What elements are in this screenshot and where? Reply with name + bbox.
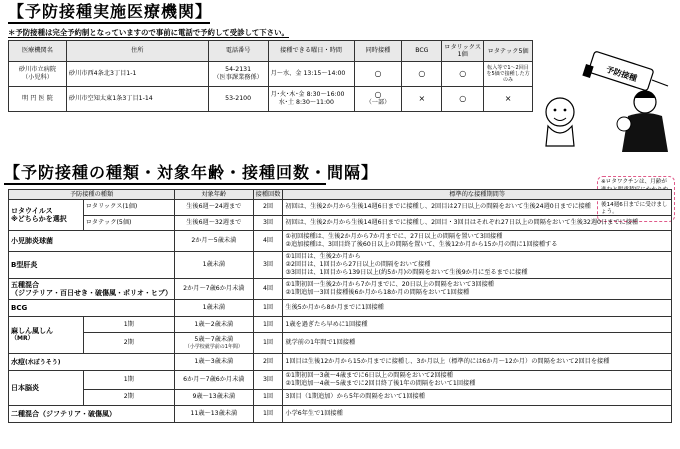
table-row: [9, 215, 672, 231]
vaccine-hepatitis-b: B型肝炎: [9, 252, 175, 279]
table-row: [9, 371, 672, 390]
col-simultaneous: 同時接種: [354, 41, 402, 62]
je2-age: 9歳～13歳未満: [175, 389, 254, 405]
table-row: [9, 389, 672, 405]
table-row: [9, 333, 672, 354]
mr1-age: 1歳～2歳未満: [175, 317, 254, 333]
bcg-count: 1回: [253, 300, 283, 317]
mr1-count: 1回: [253, 317, 283, 333]
section2-title: 【予防接種の種類・対象年齢・接種回数・間隔】: [4, 163, 378, 185]
col-address: 住所: [66, 41, 208, 62]
rota5-type: ロタテック(5価): [83, 215, 174, 231]
table-row: [9, 279, 672, 300]
table-row: [9, 87, 533, 112]
vari-age: 1歳～3歳未満: [175, 354, 254, 371]
bcg-age: 1歳未満: [175, 300, 254, 317]
rota5-count: 3回: [253, 215, 283, 231]
table-row: [9, 300, 672, 317]
vaccination-illustration: [540, 40, 675, 155]
clinic-address: 砂川市空知太東1条3丁目1-14: [66, 87, 208, 112]
rota5-mark: ×: [484, 87, 533, 112]
col-rota1: ロタリックス1価: [442, 41, 484, 62]
schedule-table-header: [9, 190, 672, 200]
vaccine-rota: ロタウイルス ※どちらかを選択: [9, 200, 84, 231]
col-clinic-name: 医療機関名: [9, 41, 67, 62]
section1-title: 【予防接種実施医療機関】: [8, 2, 212, 24]
clinic-table: [8, 40, 533, 112]
mr1-stage: 1期: [83, 317, 174, 333]
vari-count: 2回: [253, 354, 283, 371]
dt-period: 小学6年生で1回接種: [283, 406, 672, 423]
bcg-mark: ○: [402, 62, 442, 87]
rota1-age: 生後6週～24週まで: [175, 200, 254, 216]
table-row: [9, 406, 672, 423]
table-row: [9, 317, 672, 333]
col-phone: 電話番号: [208, 41, 268, 62]
col-period: 標準的な接種期間等: [283, 190, 672, 200]
rota5-period: 初回は、生後2か月から生後14週6日までに接種し、2回目・3回目はそれぞれ27日以上の間隔をおいて生後32週0日までに接種: [283, 215, 672, 231]
col-bcg: BCG: [402, 41, 442, 62]
vari-period: 1回目は生後12か月から15か月までに接種し、3か月以上（標準的には6か月～12か月）の間隔をおいて2回目を接種: [283, 354, 672, 371]
hepb-period: ①1回目は、生後2か月から ②2回目は、1回目から27日以上の間隔をおいて接種 ③3回目は、1回目から139日以上(約5か月)の間隔をおいて生後9か月に至るまでに接種: [283, 252, 672, 279]
col-rota5: ロタテック5価: [484, 41, 533, 62]
mr2-count: 1回: [253, 333, 283, 354]
table-row: [9, 200, 672, 216]
rota5-age: 生後6週～32週まで: [175, 215, 254, 231]
pneumo-count: 4回: [253, 231, 283, 252]
vaccine-mr: 麻しん風しん （MR）: [9, 317, 84, 354]
je1-age: 6か月～7歳6か月未満: [175, 371, 254, 390]
clinic-phone: 53-2100: [208, 87, 268, 112]
je2-stage: 2期: [83, 389, 174, 405]
dt-count: 1回: [253, 406, 283, 423]
je2-period: 3回目（1期追加）から5年の間隔をおいて1回接種: [283, 389, 672, 405]
clinic-name: 明 円 医 院: [9, 87, 67, 112]
rota1-mark: ○: [442, 87, 484, 112]
vaccine-varicella: 水痘(水ぼうそう): [9, 354, 175, 371]
rota-callout: ※ロタワクチンは、月齢が 後14週6日までに受けましょう。: [597, 176, 675, 222]
col-age: 対象年齢: [175, 190, 254, 200]
five-period: ①1期初回一生後2か月から7か月までに、20日以上の間隔をおいて3回接種 ②1期追加一3回目接種後6か月から18か月の間隔をおいて1回接種: [283, 279, 672, 300]
rota1-count: 2回: [253, 200, 283, 216]
rota5-note: 転入等で1～2回目を5価で接種した方のみ: [484, 62, 533, 87]
hepb-age: 1歳未満: [175, 252, 254, 279]
rota1-period: 初回は、生後2か月から生後14週6日までに接種し、2回目は27日以上の間隔をおいて生後24週0日までに接種: [283, 200, 672, 216]
clinic-hours: 月～水、金 13:15～14:00: [268, 62, 354, 87]
clinic-address: 砂川市西4条北3丁目1-1: [66, 62, 208, 87]
mother-baby-icon: [617, 91, 668, 152]
vaccine-dt: 二種混合（ジフテリア・破傷風）: [9, 406, 175, 423]
reservation-notice: ＊予防接種は完全予約制となっていますので事前に電話で予約して受診して下さい。: [8, 28, 289, 37]
hepb-count: 3回: [253, 252, 283, 279]
mr2-age: 5歳～7歳未満 （小学校就学前の1年間）: [175, 333, 254, 354]
je1-count: 3回: [253, 371, 283, 390]
vaccine-five-combo: 五種混合 （ジフテリア・百日せき・破傷風・ポリオ・ヒブ）: [9, 279, 175, 300]
vaccine-japanese-encephalitis: 日本脳炎: [9, 371, 84, 406]
col-vaccine: 予防接種の種類: [9, 190, 175, 200]
vaccine-bcg: BCG: [9, 300, 175, 317]
rota1-type: ロタリックス(1価): [83, 200, 174, 216]
col-count: 接種回数: [253, 190, 283, 200]
table-row: [9, 231, 672, 252]
table-row: [9, 252, 672, 279]
mr2-stage: 2期: [83, 333, 174, 354]
table-row: [9, 62, 533, 87]
pneumo-age: 2か月～5歳未満: [175, 231, 254, 252]
syringe-label: 予防接種: [604, 64, 639, 84]
bcg-mark: ×: [402, 87, 442, 112]
rota1-mark: ○: [442, 62, 484, 87]
table-row: [9, 354, 672, 371]
five-count: 4回: [253, 279, 283, 300]
clinic-hours: 月･火･木･金 8:30～16:00 水･土 8:30～11:00: [268, 87, 354, 112]
simultaneous-mark: ○ （一部）: [354, 87, 402, 112]
je1-stage: 1期: [83, 371, 174, 390]
je1-period: ①1期初回一3歳～4歳までに6日以上の間隔をおいて2回接種 ②1期追加一4歳～5歳までに2回目終了後1年の間隔をおいて1回接種: [283, 371, 672, 390]
simultaneous-mark: ○: [354, 62, 402, 87]
mr2-period: 就学前の1年間で1回接種: [283, 333, 672, 354]
clinic-table-header: [9, 41, 533, 62]
clinic-phone: 54-2131 （医事課業務係）: [208, 62, 268, 87]
col-hours: 接種できる曜日・時間: [268, 41, 354, 62]
vaccine-pneumococcal: 小児肺炎球菌: [9, 231, 175, 252]
syringe-icon: [582, 51, 668, 91]
five-age: 2か月～7歳6か月未満: [175, 279, 254, 300]
bcg-period: 生後5か月から8か月までに1回接種: [283, 300, 672, 317]
boy-icon: [546, 98, 574, 146]
vaccine-schedule-table: [8, 189, 672, 423]
mr1-period: 1歳を過ぎたら早めに1回接種: [283, 317, 672, 333]
je2-count: 1回: [253, 389, 283, 405]
pneumo-period: ①初回接種は、生後2か月から7か月までに、27日以上の間隔を置いて3回接種 ②追加接種は、3回目終了後60日以上の間隔を置いて、生後12か月から15か月の間に1回接種する: [283, 231, 672, 252]
clinic-name: 砂川市立病院 （小児科）: [9, 62, 67, 87]
dt-age: 11歳～13歳未満: [175, 406, 254, 423]
